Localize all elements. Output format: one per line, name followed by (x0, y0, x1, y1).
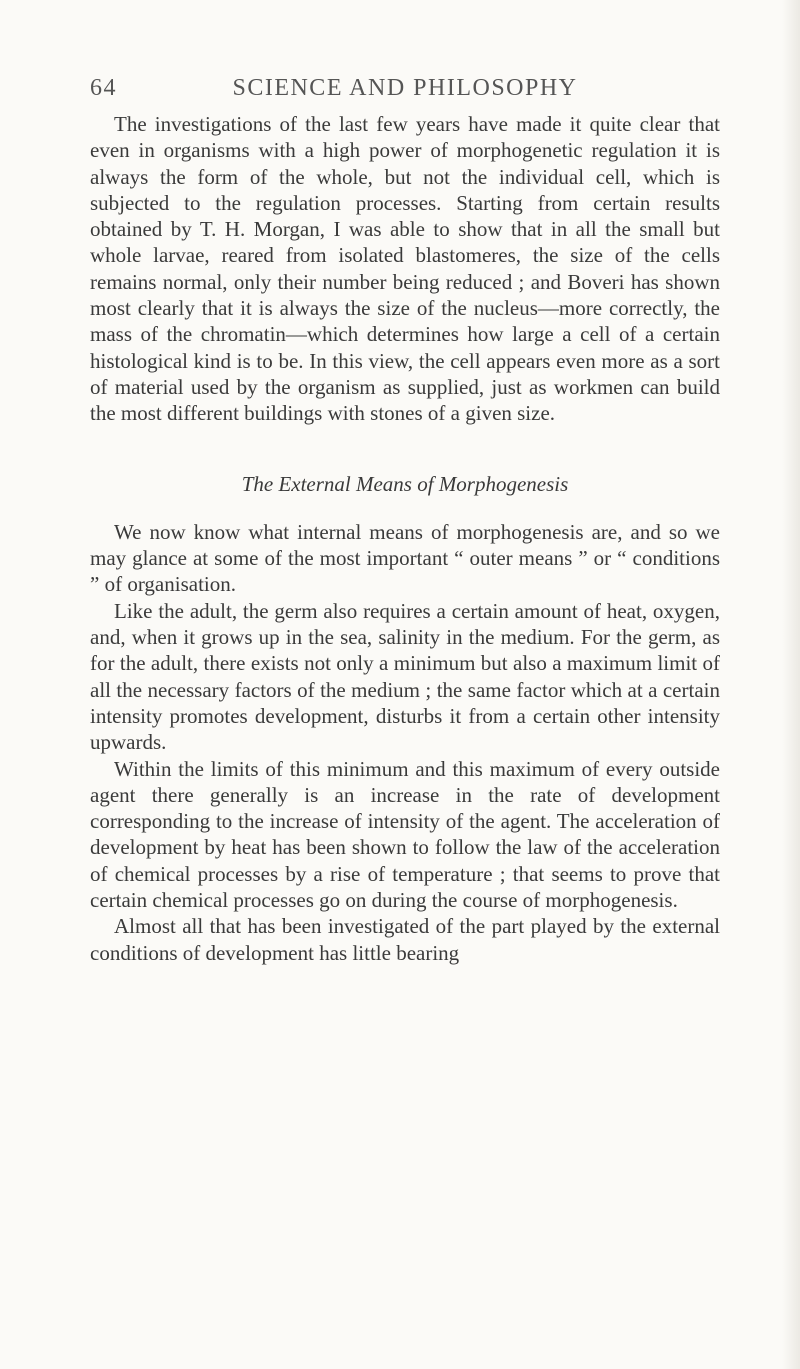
page-edge-shadow (782, 0, 800, 1369)
paragraph-rate-of-development: Within the limits of this minimum and this maximum of every outside agent there generally is an increase in the rate of development corresponding to the increase of intensity of the agent. The acceleration of development by heat has been shown to follow the law of the acceleration of chemical processes by a rise of temperature ; that seems to prove that certain chemical processes go on during the course of morphogenesis. (90, 756, 720, 913)
running-title: SCIENCE AND PHILOSOPHY (232, 75, 578, 101)
running-head (90, 75, 720, 111)
paragraph-cell-size: The investigations of the last few years have made it quite clear that even in organisms with a high power of morphogenetic regulation it is always the form of the whole, but not the individual cell, which is subjected to the regulation processes. Starting from certain results obtained by T. H. Morgan, I was able to show that in all the small but whole larvae, reared from isolated blastomeres, the size of the cells remains normal, only their number being reduced ; and Boveri has shown most clearly that it is always the size of the nucleus—more correctly, the mass of the chromatin—which determines how large a cell of a certain histological kind is to be. In this view, the cell appears even more as a sort of material used by the organism as supplied, just as workmen can build the most different buildings with stones of a given size. (90, 112, 720, 426)
paragraph-external-conditions: Almost all that has been investigated of the part played by the external conditions of development has little bearing (90, 914, 720, 965)
section-heading: The External Means of Morphogenesis (241, 471, 569, 496)
book-page (90, 75, 720, 966)
paragraph-conditions-limits: Like the adult, the germ also requires a certain amount of heat, oxygen, and, when it grows up in the sea, salinity in the medium. For the germ, as for the adult, there exists not only a minimum but also a maximum limit of all the necessary factors of the medium ; the same factor which at a certain intensity promotes development, disturbs it from a certain other intensity upwards. (90, 598, 720, 755)
paragraph-outer-means: We now know what internal means of morphogenesis are, and so we may glance at some of the most important “ outer means ” or “ conditions ” of organisation. (90, 519, 720, 597)
page-number: 64 (90, 75, 117, 101)
